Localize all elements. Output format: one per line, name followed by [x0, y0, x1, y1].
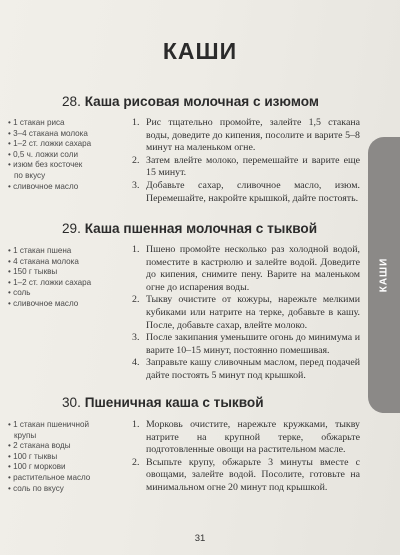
ingredient-item: • 3–4 стакана молока	[8, 129, 120, 140]
ingredient-item: • соль по вкусу	[8, 484, 120, 495]
recipe-name: Каша рисовая молочная с изюмом	[84, 94, 319, 109]
recipe-title	[62, 221, 317, 236]
ingredient-item: • изюм без косточек	[8, 160, 120, 171]
ingredient-list	[8, 246, 120, 310]
recipe-number: 30.	[62, 395, 81, 410]
step-item: 3. После закипания уменьшите огонь до минимума и варите 10–15 минут, постоянно помешивая.	[132, 332, 360, 356]
ingredient-item: • 150 г тыквы	[8, 267, 120, 278]
recipe-number: 29.	[62, 221, 81, 236]
page-title: КАШИ	[162, 38, 238, 64]
step-item: 2. Тыкву очистите от кожуры, нарежьте мелкими кубиками или натрите на терке, добавьте в кашу. После, добавьте сахар, влейте молоко.	[132, 294, 360, 331]
side-tab-label: КАШИ	[378, 257, 390, 293]
ingredient-item: • 1–2 ст. ложки сахара	[8, 139, 120, 150]
ingredient-item: • 4 стакана молока	[8, 257, 120, 268]
recipe-name: Пшеничная каша с тыквой	[84, 395, 264, 410]
step-list	[132, 419, 360, 495]
step-item: 1. Морковь очистите, нарежьте кружками, тыкву натрите на крупной терке, обжарьте подготовленные овощи на растительном масле.	[132, 419, 360, 456]
ingredient-item: • 1 стакан пшеничной	[8, 420, 120, 431]
ingredient-item: • соль	[8, 288, 120, 299]
step-list	[132, 117, 360, 205]
ingredient-item: • сливочное масло	[8, 299, 120, 310]
ingredient-item: • 1 стакан риса	[8, 118, 120, 129]
ingredient-list	[8, 118, 120, 192]
step-item: 2. Всыпьте крупу, обжарьте 3 минуты вместе с овощами, залейте водой. Посолите, готовьте на минимальном огне 20 минут под крышкой.	[132, 456, 360, 493]
ingredient-item: • 0,5 ч. ложки соли	[8, 150, 120, 161]
step-list	[132, 244, 360, 383]
recipe-number: 28.	[62, 94, 81, 109]
step-item: 1. Рис тщательно промойте, залейте 1,5 стакана воды, доведите до кипения, посолите и варите 5–8 минут на маленьком огне.	[132, 117, 360, 154]
step-item: 4. Заправьте кашу сливочным маслом, перед подачей дайте постоять 5 минут под крышкой.	[132, 357, 360, 381]
ingredient-item: • 2 стакана воды	[8, 441, 120, 452]
ingredient-list	[8, 420, 120, 494]
ingredient-item: • 100 г моркови	[8, 462, 120, 473]
ingredient-item: по вкусу	[14, 170, 46, 180]
ingredient-item: • 100 г тыквы	[8, 452, 120, 463]
recipe-title	[62, 395, 264, 410]
ingredient-item: крупы	[14, 430, 37, 440]
ingredient-item: • растительное масло	[8, 473, 120, 484]
recipe-name: Каша пшенная молочная с тыквой	[84, 221, 318, 236]
ingredient-item: • 1–2 ст. ложки сахара	[8, 278, 120, 289]
recipe-title	[62, 94, 319, 109]
ingredient-item: • сливочное масло	[8, 182, 120, 193]
step-item: 2. Затем влейте молоко, перемешайте и варите еще 15 минут.	[132, 154, 360, 179]
page-number: 31	[194, 533, 206, 544]
ingredient-item: • 1 стакан пшена	[8, 246, 120, 257]
step-item: 3. Добавьте сахар, сливочное масло, изюм. Перемешайте, накройте крышкой, дайте постоять.	[132, 179, 360, 204]
step-item: 1. Пшено промойте несколько раз холодной водой, поместите в кастрюлю и залейте водой. Доведите до кипения, снимите пену. Варите на маленьком огне до испарения воды.	[132, 244, 360, 293]
section-side-tab	[368, 137, 400, 413]
